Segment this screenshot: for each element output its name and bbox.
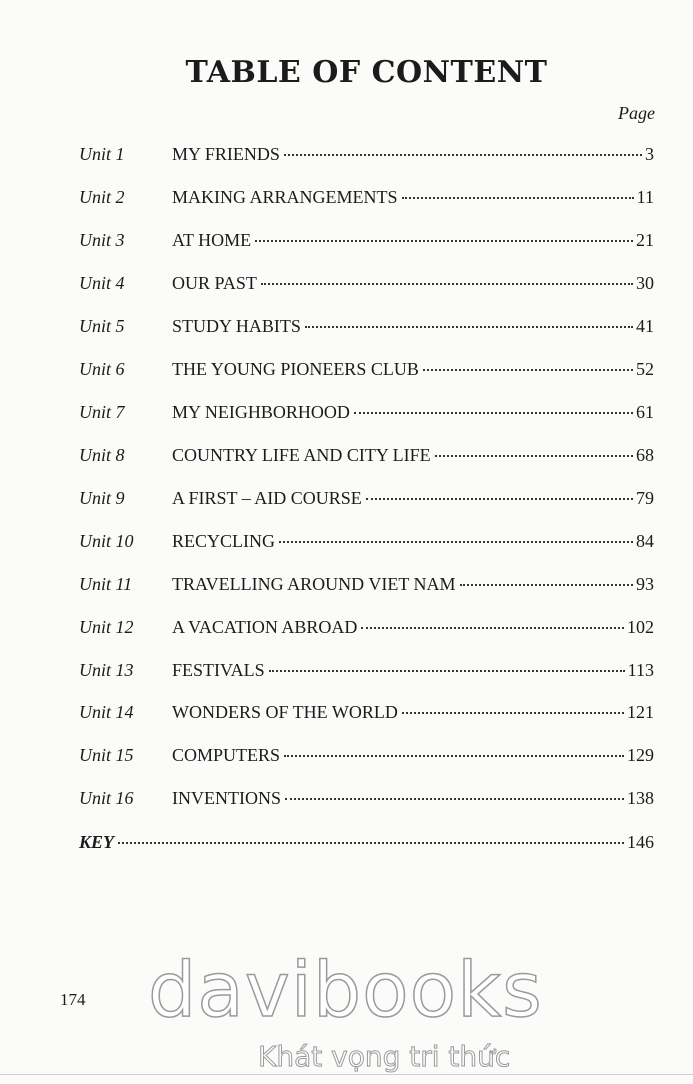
dot-leader: [285, 798, 624, 800]
entry-title: OUR PAST: [172, 273, 257, 293]
entry-title: RECYCLING: [172, 531, 275, 551]
toc-entry: [79, 316, 654, 340]
dot-leader: [366, 498, 633, 500]
dot-leader: [305, 326, 633, 328]
unit-label: Unit 1: [79, 144, 125, 164]
entry-title: MY FRIENDS: [172, 144, 280, 164]
page-number: 52: [636, 359, 654, 379]
dot-leader: [269, 670, 625, 672]
unit-label: Unit 12: [79, 617, 134, 637]
page-number: 61: [636, 402, 654, 422]
toc-entry: [79, 144, 654, 168]
entry-title: A FIRST – AID COURSE: [172, 488, 362, 508]
watermark-logo: davibooks: [148, 945, 543, 1034]
page-number: 30: [636, 273, 654, 293]
toc-entry: [79, 488, 654, 512]
page-number: 138: [627, 788, 654, 808]
page-number: 102: [627, 617, 654, 637]
entry-title: COUNTRY LIFE AND CITY LIFE: [172, 445, 431, 465]
entry-title: WONDERS OF THE WORLD: [172, 702, 398, 722]
entry-title: AT HOME: [172, 230, 252, 250]
toc-entry: [79, 445, 654, 469]
dot-leader: [255, 240, 633, 242]
unit-label: Unit 14: [79, 702, 134, 722]
unit-label: Unit 4: [79, 273, 125, 293]
page-title: TABLE OF CONTENT: [185, 55, 548, 90]
dot-leader: [279, 541, 633, 543]
unit-label: Unit 16: [79, 788, 134, 808]
unit-label: Unit 2: [79, 187, 125, 207]
page-number: 146: [627, 832, 654, 852]
watermark-tagline: Khát vọng tri thức: [258, 1040, 511, 1073]
dot-leader: [423, 369, 633, 371]
unit-label: Unit 3: [79, 230, 125, 250]
page-number: 79: [636, 488, 654, 508]
unit-label: Unit 10: [79, 531, 134, 551]
dot-leader: [284, 154, 642, 156]
unit-label: Unit 6: [79, 359, 125, 379]
page-number: 93: [636, 574, 654, 594]
dot-leader: [361, 627, 624, 629]
page-number: 41: [636, 316, 654, 336]
folio-page-number: 174: [60, 990, 86, 1009]
page-number: 3: [645, 144, 654, 164]
toc-entry: [79, 273, 654, 297]
dot-leader: [402, 197, 634, 199]
unit-label: Unit 11: [79, 574, 133, 594]
toc-entry: [79, 660, 654, 684]
page-number: 129: [627, 745, 654, 765]
page-number: 11: [636, 187, 654, 207]
dot-leader: [460, 584, 634, 586]
entry-title: COMPUTERS: [172, 745, 281, 765]
key-label: KEY: [79, 832, 115, 852]
dot-leader: [402, 712, 624, 714]
toc-entry: [79, 359, 654, 383]
toc-entry: [79, 702, 654, 726]
page-number: 121: [627, 702, 654, 722]
page-number: 68: [636, 445, 654, 465]
toc-entry: [79, 402, 654, 426]
toc-key-entry: [79, 832, 654, 856]
toc-entry: [79, 230, 654, 254]
entry-title: MAKING ARRANGEMENTS: [172, 187, 398, 207]
scan-edge-line: [0, 1074, 693, 1075]
entry-title: FESTIVALS: [172, 660, 265, 680]
unit-label: Unit 13: [79, 660, 134, 680]
entry-title: A VACATION ABROAD: [172, 617, 358, 637]
toc-entry: [79, 531, 654, 555]
toc-entry: [79, 788, 654, 812]
page-number: 113: [627, 660, 654, 680]
dot-leader: [354, 412, 633, 414]
unit-label: Unit 15: [79, 745, 134, 765]
dot-leader: [261, 283, 633, 285]
entry-title: THE YOUNG PIONEERS CLUB: [172, 359, 419, 379]
unit-label: Unit 5: [79, 316, 125, 336]
entry-title: TRAVELLING AROUND VIET NAM: [172, 574, 456, 594]
toc-entry: [79, 574, 654, 598]
entry-title: INVENTIONS: [172, 788, 281, 808]
page-number: 84: [636, 531, 654, 551]
toc-entry: [79, 617, 654, 641]
dot-leader: [118, 842, 624, 844]
entry-title: MY NEIGHBORHOOD: [172, 402, 350, 422]
page-column-header: Page: [618, 103, 655, 123]
toc-entry: [79, 745, 654, 769]
entry-title: STUDY HABITS: [172, 316, 301, 336]
unit-label: Unit 7: [79, 402, 125, 422]
dot-leader: [435, 455, 633, 457]
toc-entry: [79, 187, 654, 211]
dot-leader: [284, 755, 624, 757]
page-number: 21: [636, 230, 654, 250]
unit-label: Unit 8: [79, 445, 125, 465]
unit-label: Unit 9: [79, 488, 125, 508]
